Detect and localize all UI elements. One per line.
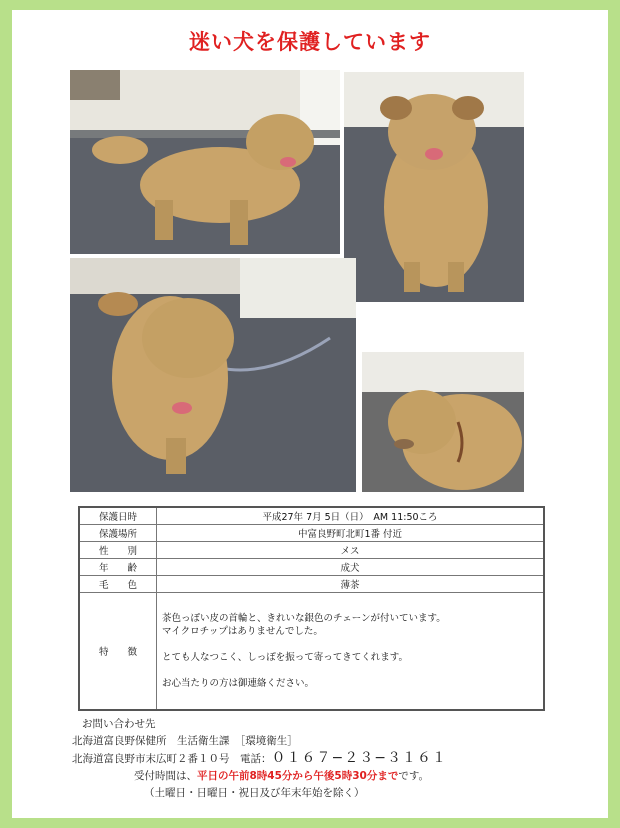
contact-org: 北海道富良野保健所 生活衛生課 ［環境衛生］	[72, 735, 298, 747]
hours-suffix: です。	[398, 770, 430, 782]
label-sex: 性 別	[79, 542, 157, 559]
dog-photo-front	[344, 72, 524, 302]
value-sex: メス	[157, 542, 545, 559]
value-age: 成犬	[157, 559, 545, 576]
label-place: 保護場所	[79, 525, 157, 542]
contact-address-row	[72, 750, 447, 768]
value-color: 薄茶	[157, 576, 545, 593]
hours-prefix: 受付時間は、	[134, 770, 197, 782]
contact-note: （土曜日・日曜日・祝日及び年末年始を除く）	[144, 787, 365, 799]
table-row	[79, 525, 544, 542]
feature-line: お心当たりの方は御連絡ください。	[162, 678, 315, 689]
table-row	[79, 593, 544, 711]
label-color: 毛 色	[79, 576, 157, 593]
feature-line: マイクロチップはありませんでした。	[162, 626, 323, 637]
contact-hours	[72, 768, 447, 785]
table-row	[79, 507, 544, 525]
table-row	[79, 559, 544, 576]
contact-address: 北海道富良野市末広町２番１０号 電話：	[72, 753, 272, 765]
dog-photo-walking	[70, 258, 356, 492]
label-date: 保護日時	[79, 507, 157, 525]
hours-highlight: 平日の午前8時45分から午後5時30分まで	[197, 770, 399, 782]
flyer-title: 迷い犬を保護しています	[189, 30, 431, 54]
dog-photo-closeup	[362, 352, 524, 492]
value-features	[157, 593, 545, 711]
feature-line: とても人なつこく、しっぽを振って寄ってきてくれます。	[162, 652, 409, 663]
flyer-page	[12, 10, 608, 818]
value-place: 中富良野町北町1番 付近	[157, 525, 545, 542]
dog-photo-side	[70, 70, 340, 254]
contact-block	[72, 716, 447, 802]
value-date: 平成27年 7月 5日（日） AM 11:50ころ	[157, 507, 545, 525]
label-features: 特 徴	[79, 593, 157, 711]
contact-heading: お問い合わせ先	[82, 718, 156, 730]
contact-phone[interactable]: ０１６７−２３−３１６１	[271, 750, 447, 766]
label-age: 年 齢	[79, 559, 157, 576]
feature-line: 茶色っぽい皮の首輪と、きれいな銀色のチェーンが付いています。	[162, 613, 446, 624]
info-table	[78, 506, 545, 711]
table-row	[79, 576, 544, 593]
table-row	[79, 542, 544, 559]
